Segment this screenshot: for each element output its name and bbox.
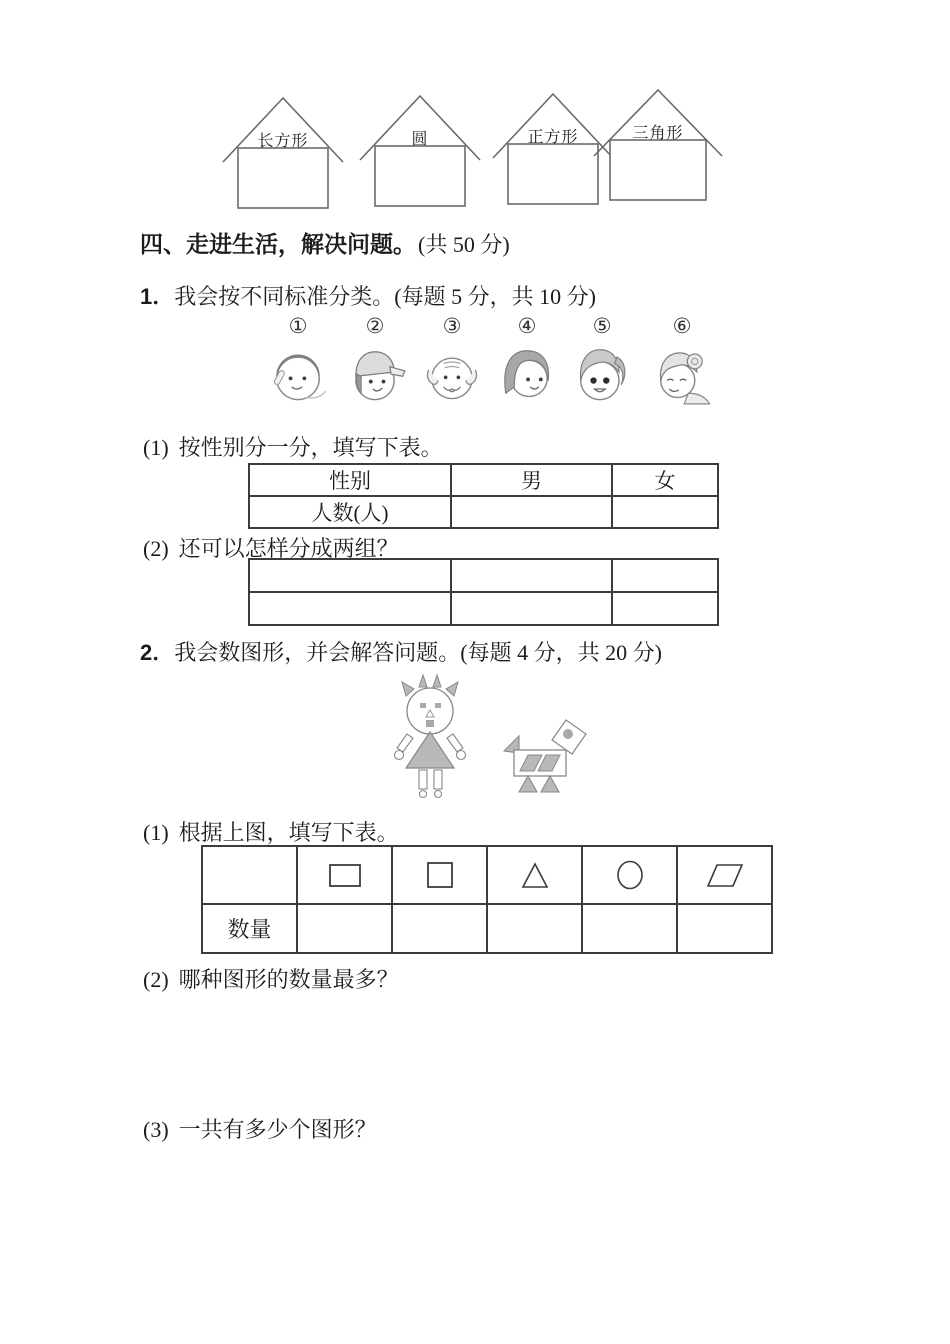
table-row — [249, 559, 718, 592]
house-label: 三角形 — [632, 125, 684, 142]
house-circle — [350, 90, 490, 214]
count-label-cell: 人数(人) — [249, 496, 451, 528]
q2-sub3-text: 一共有多少个图形？ — [178, 1117, 377, 1142]
gender-header-cell: 性别 — [249, 464, 451, 496]
girl-ponytail-icon — [568, 338, 636, 406]
q1-sub2-label: (2) — [143, 536, 169, 561]
q2-sub1-label: (1) — [143, 820, 169, 845]
girl-short-hair-icon — [493, 338, 561, 406]
q2-sub2-label: (2) — [143, 967, 169, 992]
q1-sub1-label: (1) — [143, 435, 169, 460]
dog-made-of-shapes-icon — [504, 720, 586, 792]
section-score: (共 50 分) — [418, 232, 510, 257]
girl-made-of-shapes-icon — [395, 675, 466, 798]
q2-sub1-line — [143, 816, 399, 847]
circle-count-cell — [582, 904, 677, 953]
blank-cell — [612, 559, 718, 592]
person-5 — [564, 314, 640, 411]
parallelogram-count-cell — [677, 904, 772, 953]
person-2 — [337, 314, 413, 411]
q2-sub2-line — [143, 963, 399, 994]
boy-with-cap-icon — [341, 338, 409, 406]
house-label: 正方形 — [527, 129, 579, 146]
corner-cell — [202, 846, 297, 904]
q2-sub3-line — [143, 1113, 377, 1144]
house-outline-icon — [350, 90, 490, 214]
count-row-label-cell: 数量 — [202, 904, 297, 953]
person-5-number: ⑤ — [592, 314, 612, 338]
triangle-header-cell — [487, 846, 582, 904]
square-icon — [420, 859, 460, 891]
people-row — [260, 314, 730, 410]
rectangle-icon — [325, 859, 365, 891]
house-label: 圆 — [411, 131, 429, 148]
house-triangle — [588, 84, 728, 208]
table-row — [249, 496, 718, 528]
question-1-line — [140, 280, 596, 311]
person-6 — [644, 314, 720, 411]
table-row — [249, 464, 718, 496]
q2-sub2-text: 哪种图形的数量最多？ — [178, 967, 399, 992]
rectangle-header-cell — [297, 846, 392, 904]
question-2-number: 2． — [140, 640, 175, 665]
person-4-number: ④ — [517, 314, 537, 338]
circle-header-cell — [582, 846, 677, 904]
question-2-score: (每题 4 分，共 20 分) — [460, 640, 662, 665]
blank-cell — [249, 559, 451, 592]
male-header-cell: 男 — [451, 464, 612, 496]
section-heading — [140, 226, 510, 259]
table-row — [202, 846, 772, 904]
old-man-icon — [418, 338, 486, 406]
q2-sub1-text: 根据上图，填写下表。 — [178, 820, 399, 845]
female-count-cell — [612, 496, 718, 528]
triangle-icon — [515, 859, 555, 891]
person-3 — [414, 314, 490, 411]
question-2-line — [140, 636, 662, 667]
question-1-score: (每题 5 分，共 10 分) — [394, 284, 596, 309]
gender-table — [248, 463, 719, 529]
q1-sub2-text: 还可以怎样分成两组？ — [178, 536, 399, 561]
question-1-text: 我会按不同标准分类。 — [174, 284, 395, 309]
house-outline-icon — [588, 84, 728, 208]
parallelogram-header-cell — [677, 846, 772, 904]
blank-cell — [249, 592, 451, 625]
square-count-cell — [392, 904, 487, 953]
person-3-number: ③ — [442, 314, 462, 338]
person-4 — [489, 314, 565, 411]
blank-cell — [612, 592, 718, 625]
q1-sub1-text: 按性别分一分，填写下表。 — [178, 435, 443, 460]
question-1-number: 1． — [140, 284, 175, 309]
square-header-cell — [392, 846, 487, 904]
table-row — [202, 904, 772, 953]
triangle-count-cell — [487, 904, 582, 953]
question-2-text: 我会数图形，并会解答问题。 — [174, 640, 461, 665]
circle-icon — [610, 858, 650, 892]
shape-houses-row — [210, 86, 730, 216]
person-2-number: ② — [365, 314, 385, 338]
house-outline-icon — [213, 92, 353, 216]
old-woman-icon — [648, 338, 716, 406]
shape-count-table — [201, 845, 773, 954]
person-1-number: ① — [288, 314, 308, 338]
blank-cell — [451, 559, 612, 592]
male-count-cell — [451, 496, 612, 528]
person-1 — [260, 314, 336, 411]
q1-sub1-line — [143, 431, 443, 462]
blank-grouping-table — [248, 558, 719, 626]
q2-sub3-label: (3) — [143, 1117, 169, 1142]
table-row — [249, 592, 718, 625]
parallelogram-icon — [703, 859, 747, 891]
house-label: 长方形 — [257, 133, 309, 150]
tangram-figures-illustration — [380, 668, 600, 800]
person-6-number: ⑥ — [672, 314, 692, 338]
boy-icon — [264, 338, 332, 406]
rectangle-count-cell — [297, 904, 392, 953]
blank-cell — [451, 592, 612, 625]
house-rectangle — [213, 92, 353, 216]
section-title-text: 四、走进生活，解决问题。 — [140, 231, 416, 257]
female-header-cell: 女 — [612, 464, 718, 496]
